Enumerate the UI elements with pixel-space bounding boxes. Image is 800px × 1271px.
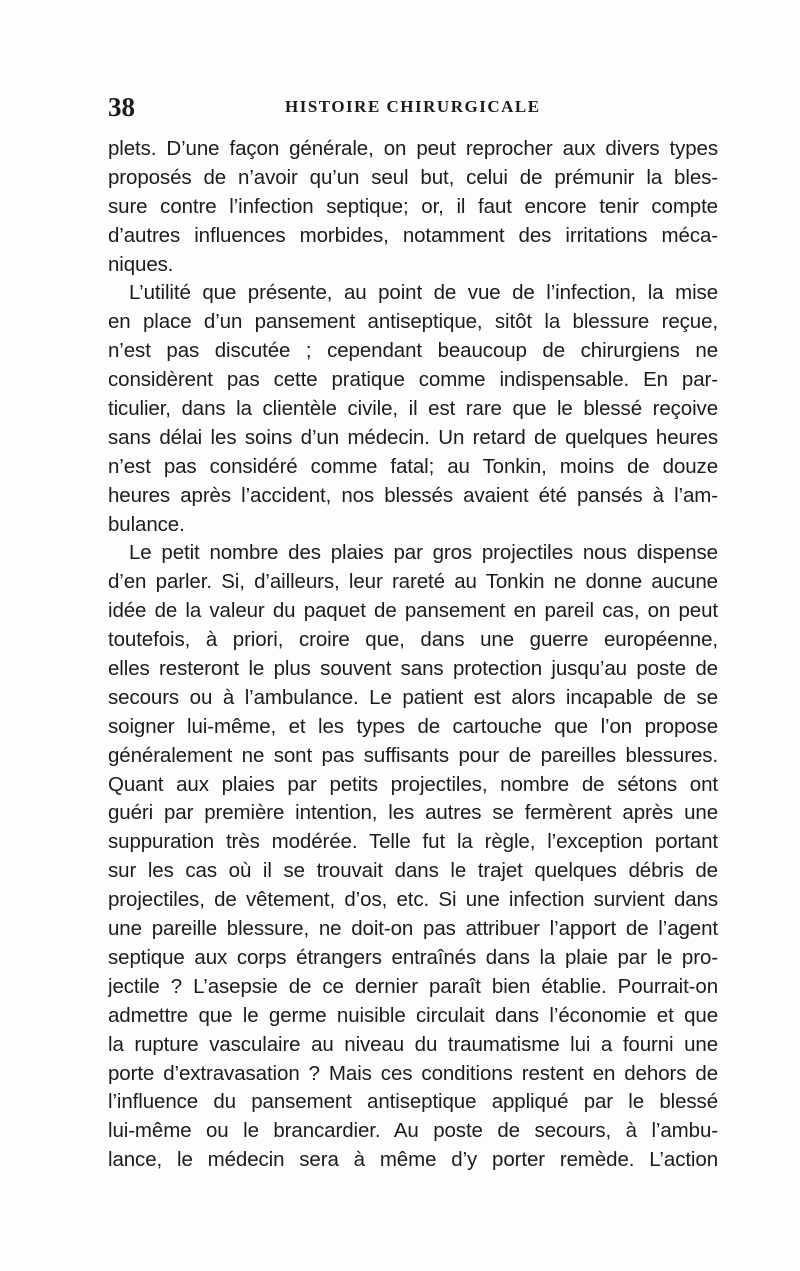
page-number: 38: [108, 92, 135, 122]
text-line: Quant aux plaies par petits projectiles, nombre de sétons ont: [108, 772, 718, 796]
body-text: [108, 135, 718, 1175]
text-line: porte d’extravasation ? Mais ces conditions restent en dehors de: [108, 1061, 718, 1085]
text-line: idée de la valeur du paquet de pansement en pareil cas, on peut: [108, 599, 718, 623]
text-line: en place d’un pansement antiseptique, sitôt la blessure reçue,: [108, 310, 718, 334]
text-line: jectile ? L’asepsie de ce dernier paraît bien établie. Pourrait-on: [108, 974, 718, 998]
text-line: bulance.: [108, 512, 185, 536]
text-line: secours ou à l’ambulance. Le patient est alors incapable de se: [108, 685, 718, 709]
text-line: n’est pas discutée ; cependant beaucoup de chirurgiens ne: [108, 339, 718, 363]
text-line: lance, le médecin sera à même d’y porter remède. L’action: [108, 1148, 718, 1172]
text-line: heures après l’accident, nos blessés avaient été pansés à l’am-: [108, 483, 718, 507]
text-line: elles resteront le plus souvent sans protection jusqu’au poste de: [108, 657, 718, 681]
running-title: HISTOIRE CHIRURGICALE: [285, 97, 541, 116]
text-line: guéri par première intention, les autres se fermèrent après une: [108, 801, 718, 825]
text-line: la rupture vasculaire au niveau du traumatisme lui a fourni une: [108, 1032, 718, 1056]
text-line: Le petit nombre des plaies par gros projectiles nous dispense: [129, 541, 718, 565]
text-line: plets. D’une façon générale, on peut reprocher aux divers types: [108, 137, 718, 160]
text-line: lui-même ou le brancardier. Au poste de secours, à l’ambu-: [108, 1119, 718, 1143]
text-line: une pareille blessure, ne doit-on pas attribuer l’apport de l’agent: [108, 917, 718, 941]
text-line: d’en parler. Si, d’ailleurs, leur rareté au Tonkin ne donne aucune: [108, 570, 718, 594]
text-line: sans délai les soins d’un médecin. Un retard de quelques heures: [108, 425, 718, 449]
text-line: septique aux corps étrangers entraînés dans la plaie par le pro-: [108, 945, 718, 969]
text-line: L’utilité que présente, au point de vue de l’infection, la mise: [129, 281, 718, 305]
text-line: d’autres influences morbides, notamment des irritations méca-: [108, 223, 718, 247]
text-line: l’influence du pansement antiseptique appliqué par le blessé: [108, 1090, 718, 1114]
text-line: ticulier, dans la clientèle civile, il est rare que le blessé reçoive: [108, 397, 718, 421]
text-line: proposés de n’avoir qu’un seul but, celui de prémunir la bles-: [108, 165, 718, 189]
text-line: généralement ne sont pas suffisants pour de pareilles blessures.: [108, 743, 718, 767]
text-line: sure contre l’infection septique; or, il faut encore tenir compte: [108, 194, 718, 218]
text-line: niques.: [108, 252, 174, 276]
text-line: sur les cas où il se trouvait dans le trajet quelques débris de: [108, 859, 718, 883]
running-head: [108, 90, 718, 124]
text-line: projectiles, de vêtement, d’os, etc. Si une infection survient dans: [108, 888, 718, 912]
text-line: n’est pas considéré comme fatal; au Tonkin, moins de douze: [108, 454, 718, 478]
text-line: considèrent pas cette pratique comme indispensable. En par-: [108, 368, 718, 392]
text-line: soigner lui-même, et les types de cartouche que l’on propose: [108, 714, 718, 738]
text-line: admettre que le germe nuisible circulait dans l’économie et que: [108, 1003, 718, 1027]
text-line: toutefois, à priori, croire que, dans une guerre européenne,: [108, 628, 718, 652]
text-line: suppuration très modérée. Telle fut la règle, l’exception portant: [108, 830, 718, 854]
